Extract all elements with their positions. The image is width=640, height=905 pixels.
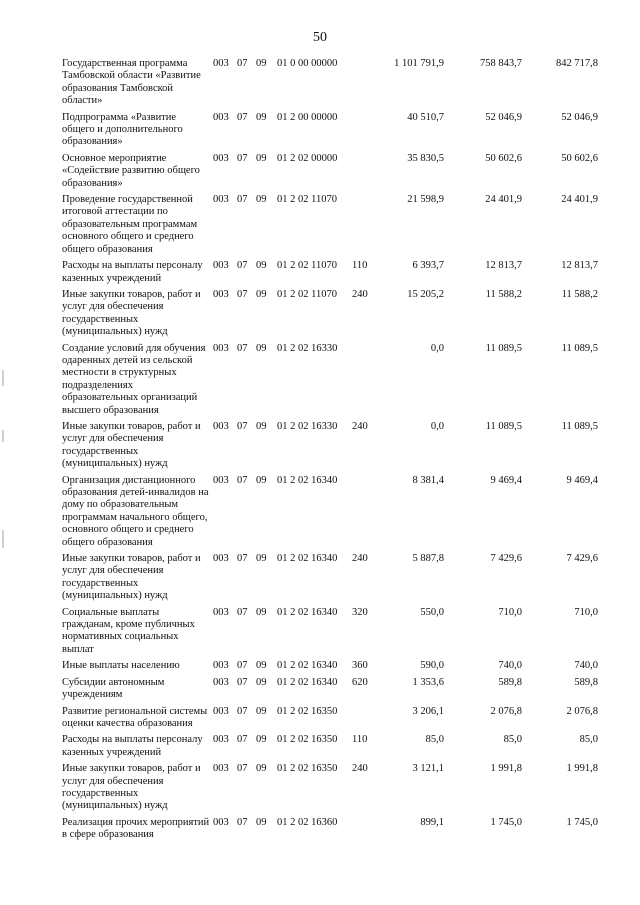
amount-year-3: 24 401,9: [561, 194, 598, 206]
amount-year-1: 899,1: [420, 816, 444, 828]
expense-type-code: 240: [352, 288, 368, 300]
expense-type-code: 320: [352, 606, 368, 618]
table-row: [0, 343, 640, 417]
admin-code: 003: [213, 606, 229, 618]
admin-code: 003: [213, 474, 229, 486]
item-name: Основное мероприятие «Содействие развитию общего образования»: [62, 152, 200, 189]
target-article-code: 01 2 02 16340: [277, 474, 338, 486]
amount-year-1: 3 206,1: [412, 705, 444, 717]
table-row: [0, 763, 640, 813]
table-row: [0, 58, 640, 108]
section-code: 07: [237, 734, 248, 746]
table-row: [0, 153, 640, 190]
amount-year-3: 11 089,5: [561, 342, 598, 354]
item-name: Иные закупки товаров, работ и услуг для обеспечения государственных (муниципальных) нужд: [62, 420, 201, 470]
section-code: 07: [237, 58, 248, 69]
item-name: Организация дистанционного образования детей-инвалидов на дому по образовательным программам начального общего, основного общего и среднего общего образования: [62, 474, 209, 548]
amount-year-2: 12 813,7: [485, 260, 522, 272]
admin-code: 003: [213, 111, 229, 123]
target-article-code: 01 2 02 11070: [277, 260, 337, 272]
item-name: Создание условий для обучения одаренных детей из сельской местности в структурных подразделениях образовательных организаций высшего образования: [62, 342, 206, 416]
amount-year-2: 2 076,8: [490, 705, 522, 717]
target-article-code: 01 2 00 00000: [277, 111, 338, 123]
section-code: 07: [237, 705, 248, 717]
target-article-code: 01 0 00 00000: [277, 58, 338, 69]
admin-code: 003: [213, 816, 229, 828]
subsection-code: 09: [256, 734, 267, 746]
item-name: Расходы на выплаты персоналу казенных учреждений: [62, 734, 203, 758]
admin-code: 003: [213, 660, 229, 672]
amount-year-2: 52 046,9: [485, 111, 522, 123]
item-name: Иные закупки товаров, работ и услуг для обеспечения государственных (муниципальных) нужд: [62, 763, 201, 812]
item-name: Подпрограмма «Развитие общего и дополнительного образования»: [62, 111, 183, 148]
table-row: [0, 421, 640, 471]
target-article-code: 01 2 02 00000: [277, 152, 338, 164]
target-article-code: 01 2 02 11070: [277, 194, 337, 206]
amount-year-2: 589,8: [498, 676, 522, 688]
amount-year-3: 1 745,0: [566, 816, 598, 828]
section-code: 07: [237, 111, 248, 123]
admin-code: 003: [213, 342, 229, 354]
admin-code: 003: [213, 58, 229, 69]
amount-year-2: 11 089,5: [485, 342, 522, 354]
item-name: Иные выплаты населению: [62, 660, 180, 672]
amount-year-3: 7 429,6: [566, 553, 598, 565]
section-code: 07: [237, 553, 248, 565]
amount-year-1: 1 353,6: [412, 676, 444, 688]
table-row: [0, 607, 640, 657]
admin-code: 003: [213, 705, 229, 717]
amount-year-1: 0,0: [430, 342, 444, 354]
target-article-code: 01 2 02 16330: [277, 342, 338, 354]
amount-year-1: 1 101 791,9: [394, 58, 444, 69]
expense-type-code: 110: [352, 734, 368, 746]
amount-year-1: 5 887,8: [412, 553, 444, 565]
subsection-code: 09: [256, 260, 267, 272]
section-code: 07: [237, 676, 248, 688]
subsection-code: 09: [256, 474, 267, 486]
amount-year-3: 589,8: [574, 676, 598, 688]
target-article-code: 01 2 02 16330: [277, 420, 338, 432]
amount-year-2: 1 745,0: [490, 816, 522, 828]
amount-year-3: 12 813,7: [561, 260, 598, 272]
item-name: Иные закупки товаров, работ и услуг для обеспечения государственных (муниципальных) нужд: [62, 288, 201, 338]
admin-code: 003: [213, 152, 229, 164]
section-code: 07: [237, 660, 248, 672]
subsection-code: 09: [256, 606, 267, 618]
amount-year-3: 85,0: [579, 734, 598, 746]
amount-year-2: 11 089,5: [485, 420, 522, 432]
admin-code: 003: [213, 734, 229, 746]
expense-type-code: 620: [352, 676, 368, 688]
item-name: Развитие региональной системы оценки качества образования: [62, 705, 208, 729]
amount-year-2: 50 602,6: [485, 152, 522, 164]
amount-year-3: 11 089,5: [561, 420, 598, 432]
subsection-code: 09: [256, 676, 267, 688]
item-name: Субсидии автономным учреждениям: [62, 676, 165, 701]
amount-year-2: 758 843,7: [480, 58, 522, 69]
amount-year-1: 21 598,9: [407, 194, 444, 206]
item-name: Иные закупки товаров, работ и услуг для обеспечения государственных (муниципальных) нужд: [62, 553, 201, 602]
subsection-code: 09: [256, 420, 267, 432]
budget-table: [0, 58, 640, 846]
subsection-code: 09: [256, 553, 267, 565]
subsection-code: 09: [256, 152, 267, 164]
amount-year-3: 52 046,9: [561, 111, 598, 123]
amount-year-3: 842 717,8: [556, 58, 598, 69]
amount-year-1: 35 830,5: [407, 152, 444, 164]
target-article-code: 01 2 02 16340: [277, 606, 338, 618]
table-row: [0, 112, 640, 149]
section-code: 07: [237, 342, 248, 354]
target-article-code: 01 2 02 16350: [277, 705, 338, 717]
amount-year-3: 50 602,6: [561, 152, 598, 164]
expense-type-code: 240: [352, 420, 368, 432]
admin-code: 003: [213, 763, 229, 775]
amount-year-3: 740,0: [574, 660, 598, 672]
admin-code: 003: [213, 260, 229, 272]
amount-year-2: 7 429,6: [490, 553, 522, 565]
table-row: [0, 660, 640, 672]
expense-type-code: 240: [352, 763, 368, 775]
subsection-code: 09: [256, 288, 267, 300]
amount-year-2: 9 469,4: [490, 474, 522, 486]
table-row: [0, 194, 640, 256]
subsection-code: 09: [256, 705, 267, 717]
item-name: Расходы на выплаты персоналу казенных учреждений: [62, 260, 203, 284]
target-article-code: 01 2 02 11070: [277, 288, 337, 300]
table-row: [0, 260, 640, 285]
admin-code: 003: [213, 420, 229, 432]
amount-year-1: 3 121,1: [412, 763, 444, 775]
target-article-code: 01 2 02 16340: [277, 553, 338, 565]
subsection-code: 09: [256, 58, 267, 69]
target-article-code: 01 2 02 16350: [277, 734, 338, 746]
admin-code: 003: [213, 553, 229, 565]
section-code: 07: [237, 606, 248, 618]
item-name: Государственная программа Тамбовской области «Развитие образования Тамбовской области»: [62, 58, 201, 107]
section-code: 07: [237, 288, 248, 300]
table-row: [0, 553, 640, 603]
amount-year-1: 0,0: [430, 420, 444, 432]
amount-year-2: 740,0: [498, 660, 522, 672]
section-code: 07: [237, 420, 248, 432]
subsection-code: 09: [256, 763, 267, 775]
table-row: [0, 734, 640, 759]
admin-code: 003: [213, 194, 229, 206]
expense-type-code: 360: [352, 660, 368, 672]
section-code: 07: [237, 763, 248, 775]
amount-year-1: 6 393,7: [412, 260, 444, 272]
section-code: 07: [237, 194, 248, 206]
item-name: Социальные выплаты гражданам, кроме публичных нормативных социальных выплат: [62, 606, 195, 655]
item-name: Реализация прочих мероприятий в сфере образования: [62, 816, 210, 841]
amount-year-3: 2 076,8: [566, 705, 598, 717]
subsection-code: 09: [256, 816, 267, 828]
table-row: [0, 706, 640, 731]
subsection-code: 09: [256, 342, 267, 354]
table-row: [0, 475, 640, 549]
subsection-code: 09: [256, 660, 267, 672]
target-article-code: 01 2 02 16360: [277, 816, 338, 828]
section-code: 07: [237, 152, 248, 164]
section-code: 07: [237, 260, 248, 272]
section-code: 07: [237, 474, 248, 486]
admin-code: 003: [213, 288, 229, 300]
page-number: 50: [313, 30, 327, 45]
amount-year-2: 24 401,9: [485, 194, 522, 206]
section-code: 07: [237, 816, 248, 828]
amount-year-3: 710,0: [574, 606, 598, 618]
amount-year-1: 550,0: [420, 606, 444, 618]
amount-year-2: 710,0: [498, 606, 522, 618]
target-article-code: 01 2 02 16340: [277, 676, 338, 688]
amount-year-2: 85,0: [503, 734, 522, 746]
amount-year-2: 1 991,8: [490, 763, 522, 775]
table-row: [0, 677, 640, 702]
amount-year-3: 9 469,4: [566, 474, 598, 486]
target-article-code: 01 2 02 16340: [277, 660, 338, 672]
expense-type-code: 110: [352, 260, 368, 272]
table-row: [0, 817, 640, 842]
item-name: Проведение государственной итоговой аттестации по образовательным программам основного общего и среднего общего образования: [62, 194, 198, 255]
amount-year-1: 85,0: [425, 734, 444, 746]
amount-year-1: 8 381,4: [412, 474, 444, 486]
subsection-code: 09: [256, 194, 267, 206]
amount-year-3: 1 991,8: [566, 763, 598, 775]
subsection-code: 09: [256, 111, 267, 123]
expense-type-code: 240: [352, 553, 368, 565]
amount-year-1: 40 510,7: [407, 111, 444, 123]
amount-year-1: 15 205,2: [407, 288, 444, 300]
target-article-code: 01 2 02 16350: [277, 763, 338, 775]
amount-year-2: 11 588,2: [485, 288, 522, 300]
table-row: [0, 289, 640, 339]
admin-code: 003: [213, 676, 229, 688]
amount-year-1: 590,0: [420, 660, 444, 672]
amount-year-3: 11 588,2: [561, 288, 598, 300]
